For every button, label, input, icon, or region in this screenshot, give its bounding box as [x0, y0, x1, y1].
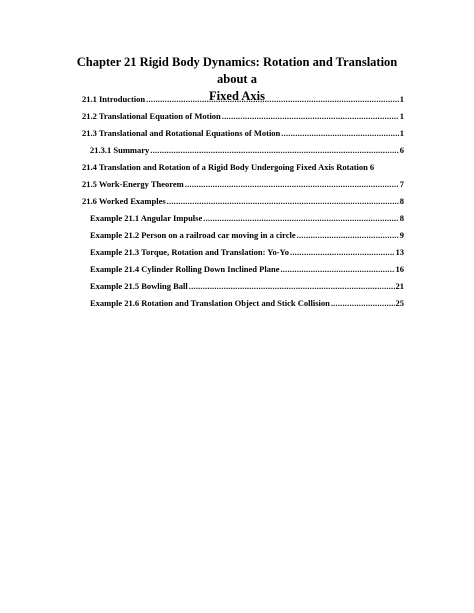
toc-entry-label: Example 21.4 Cylinder Rolling Down Inclined Plane: [90, 264, 280, 274]
toc-dot-leader: [297, 230, 399, 240]
toc-entry-21-3-1[interactable]: [82, 145, 404, 155]
toc-page-number: 16: [395, 264, 404, 274]
toc-entry-label: Example 21.3 Torque, Rotation and Translation: Yo-Yo: [90, 247, 289, 257]
toc-page-number: 8: [399, 196, 404, 206]
toc-entry-label: Example 21.5 Bowling Ball: [90, 281, 188, 291]
toc-entry-21-4[interactable]: [82, 162, 404, 172]
toc-dot-leader: [150, 145, 398, 155]
toc-entry-label: 21.1 Introduction: [82, 94, 146, 104]
toc-entry-label: Example 21.2 Person on a railroad car moving in a circle: [90, 230, 296, 240]
table-of-contents: [82, 94, 404, 308]
toc-entry-example-21-3[interactable]: [82, 247, 404, 257]
toc-entry-21-6[interactable]: [82, 196, 404, 206]
toc-entry-label: 21.5 Work-Energy Theorem: [82, 179, 184, 189]
toc-entry-label: Example 21.6 Rotation and Translation Object and Stick Collision: [90, 298, 330, 308]
toc-page-number: 1: [399, 128, 404, 138]
toc-page-number: 1: [399, 111, 404, 121]
toc-entry-example-21-4[interactable]: [82, 264, 404, 274]
toc-dot-leader: [189, 281, 395, 291]
toc-dot-leader: [185, 179, 399, 189]
toc-page-number: 21: [395, 281, 404, 291]
toc-entry-21-3[interactable]: [82, 128, 404, 138]
toc-page-number: 25: [395, 298, 404, 308]
toc-dot-leader: [331, 298, 395, 308]
toc-dot-leader: [167, 196, 399, 206]
toc-entry-label: 21.3 Translational and Rotational Equations of Motion: [82, 128, 281, 138]
toc-page-number: 7: [399, 179, 404, 189]
toc-entry-label: Example 21.1 Angular Impulse: [90, 213, 203, 223]
toc-dot-leader: [290, 247, 395, 257]
toc-entry-label: 21.4 Translation and Rotation of a Rigid Body Undergoing Fixed Axis Rotation: [82, 162, 368, 172]
toc-dot-leader: [281, 128, 398, 138]
toc-entry-21-1[interactable]: [82, 94, 404, 104]
toc-dot-leader: [222, 111, 399, 121]
toc-page-number: 9: [399, 230, 404, 240]
toc-entry-21-2[interactable]: [82, 111, 404, 121]
chapter-title-line-1: Chapter 21 Rigid Body Dynamics: Rotation and Translation about a: [76, 55, 398, 86]
toc-page-number: 13: [395, 247, 404, 257]
toc-entry-example-21-6[interactable]: [82, 298, 404, 308]
toc-entry-label: 21.6 Worked Examples: [82, 196, 166, 206]
toc-entry-21-5[interactable]: [82, 179, 404, 189]
toc-page-number: 6: [399, 145, 404, 155]
toc-page-number: 8: [399, 213, 404, 223]
toc-dot-leader: [203, 213, 398, 223]
toc-dot-leader: [146, 94, 399, 104]
chapter-title-line-2: Fixed Axis: [209, 89, 265, 103]
toc-entry-example-21-5[interactable]: [82, 281, 404, 291]
toc-entry-example-21-1[interactable]: [82, 213, 404, 223]
toc-dot-leader: [280, 264, 394, 274]
toc-entry-label: 21.2 Translational Equation of Motion: [82, 111, 221, 121]
toc-entry-label: 21.3.1 Summary: [90, 145, 150, 155]
toc-page-number: 1: [399, 94, 404, 104]
toc-page-number: 6: [369, 162, 375, 172]
toc-entry-example-21-2[interactable]: [82, 230, 404, 240]
